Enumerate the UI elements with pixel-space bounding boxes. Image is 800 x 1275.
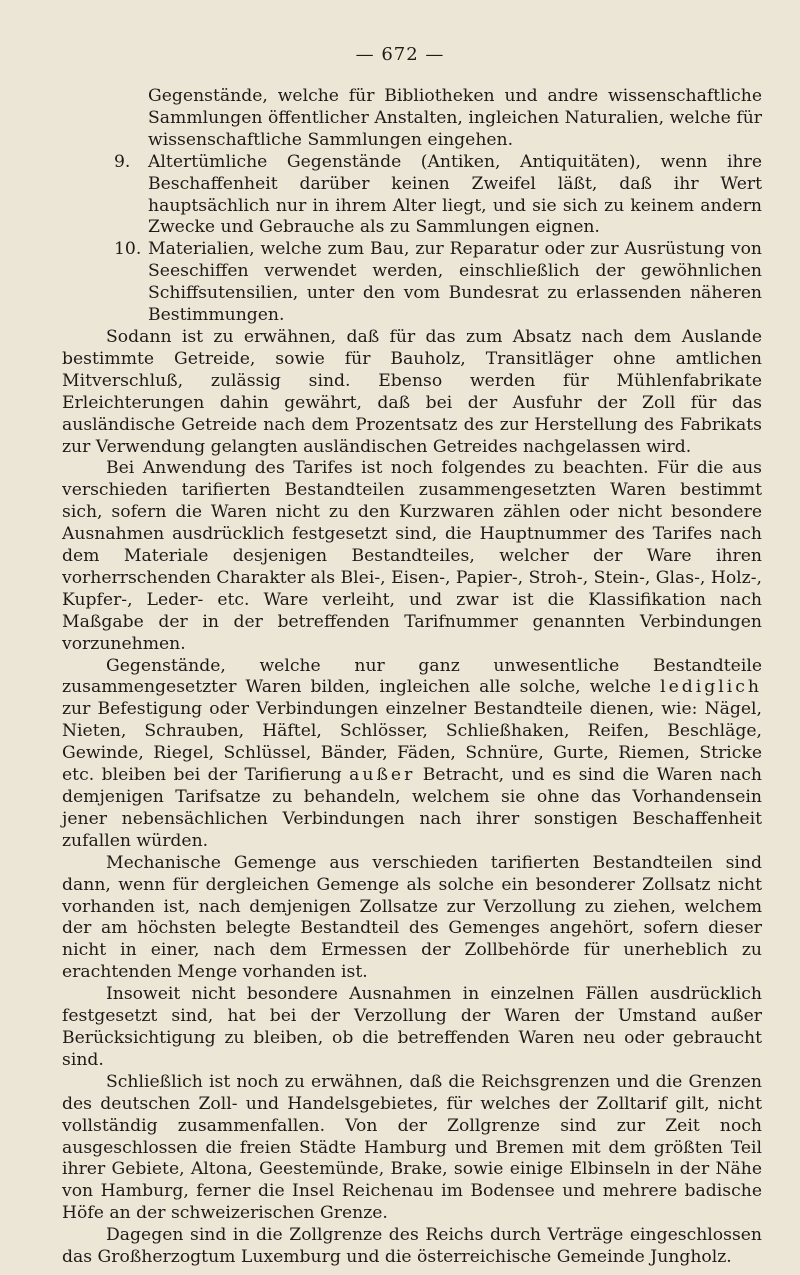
- paragraph-included-territories: Dagegen sind in die Zollgrenze des Reichs durch Verträge eingeschlossen das Großherzogtum Luxemburg und die österreichische Gemeinde Jungholz.: [62, 1225, 762, 1268]
- list-continuation: Gegenstände, welche für Bibliotheken und andre wissenschaftliche Sammlungen öffentlicher Anstalten, ingleichen Naturalien, welche für wissenschaftliche Sammlungen eingehen.: [148, 86, 762, 150]
- paragraph-export-grain: Sodann ist zu erwähnen, daß für das zum Absatz nach dem Auslande bestimmte Getreide, sowie für Bauholz, Transitläger ohne amtlichen Mitverschluß, zulässig sind. Ebenso werden für Mühlenfabrikate Erleichterungen dahin gewährt, daß bei der Ausfuhr der Zoll für das ausländische Getreide nach dem Prozentsatz des zur Herstellung des Fabrikats zur Verwendung gelangten ausländischen Getreides nachgelassen wird.: [62, 326, 762, 457]
- paragraph-tariff-application: Bei Anwendung des Tarifes ist noch folgendes zu beachten. Für die aus verschieden tarifierten Bestandteilen zusammengesetzten Waren bestimmt sich, sofern die Waren nicht zu den Kurzwaren zählen oder nicht besondere Ausnahmen ausdrücklich festgesetzt sind, die Hauptnummer des Tarifes nach dem Materiale desjenigen Bestandteiles, welcher der Ware ihren vorherrschenden Charakter als Blei-, Eisen-, Papier-, Stroh-, Stein-, Glas-, Holz-, Kupfer-, Leder- etc. Ware verleiht, und zwar ist die Klassifikation nach Maßgabe der in der betreffenden Tarifnummer genannten Verbindungen vorzunehmen.: [62, 458, 762, 654]
- body-text: [62, 86, 762, 1269]
- list-item-text: Altertümliche Gegenstände (Antiken, Antiquitäten), wenn ihre Beschaffenheit darüber keinen Zweifel läßt, daß ihr Wert hauptsächlich nur in ihrem Alter liegt, und sie sich zu keinem andern Zwecke und Gebrauche als zu Sammlungen eignen.: [148, 151, 762, 238]
- list-item-text: Materialien, welche zum Bau, zur Reparatur oder zur Ausrüstung von Seeschiffen verwendet werden, einschließlich der gewöhnlichen Schiffsutensilien, unter den vom Bundesrat zu erlassenden näheren Bestimmungen.: [148, 239, 762, 326]
- list-item-9: [62, 152, 762, 240]
- list-item-10: [62, 239, 762, 327]
- paragraph-new-or-used: Insoweit nicht besondere Ausnahmen in einzelnen Fällen ausdrücklich festgesetzt sind, hat bei der Verzollung der Waren der Umstand außer Berücksichtigung zu bleiben, ob die betreffenden Waren neu oder gebraucht sind.: [62, 984, 762, 1070]
- emphasis-lediglich: lediglich: [660, 677, 762, 698]
- paragraph-borders: Schließlich ist noch zu erwähnen, daß die Reichsgrenzen und die Grenzen des deutschen Zoll- und Handelsgebietes, für welches der Zolltarif gilt, nicht vollständig zusammenfallen. Von der Zollgrenze sind zur Zeit noch ausgeschlossen die freien Städte Hamburg und Bremen mit dem größten Teil ihrer Gebiete, Altona, Geestemünde, Brake, sowie einige Elbinseln in der Nähe von Hamburg, ferner die Insel Reichenau im Bodensee und mehrere badische Höfe an der schweizerischen Grenze.: [62, 1071, 762, 1224]
- list-item-number: 9.: [114, 151, 131, 172]
- list-item-number: 10.: [114, 239, 142, 260]
- paragraph-mechanical-mixtures: Mechanische Gemenge aus verschieden tarifierten Bestandteilen sind dann, wenn für dergleichen Gemenge als solche ein besonderer Zollsatz nicht vorhanden ist, nach demjenigen Zollsatze zur Verzollung zu ziehen, welchem der am höchsten belegte Bestandteil des Gemenges angehört, sofern dieser nicht in einer, nach dem Ermessen der Zollbehörde für unerheblich zu erachtenden Menge vorhanden ist.: [62, 852, 762, 983]
- emphasis-ausser: außer: [349, 765, 416, 786]
- paragraph-minor-components: Gegenstände, welche nur ganz unwesentliche Bestandteile zusammengesetzter Waren bilden, ingleichen alle solche, welche lediglich zur Befestigung oder Verbindungen einzelner Bestandteile dienen, wie: Nägel, Nieten, Schrauben, Häftel, Schlösser, Schließhaken, Reifen, Beschläge, Gewinde, Riegel, Schlüssel, Bänder, Fäden, Schnüre, Gurte, Riemen, Stricke etc. bleiben bei der Tarifierung außer Betracht, und es sind die Waren nach demjenigen Tarifsatze zu behandeln, welchem sie ohne das Vorhandensein jener nebensächlichen Verbindungen nach ihrer sonstigen Beschaffenheit zufallen würden.: [62, 655, 762, 851]
- page-number: — 672 —: [355, 44, 445, 65]
